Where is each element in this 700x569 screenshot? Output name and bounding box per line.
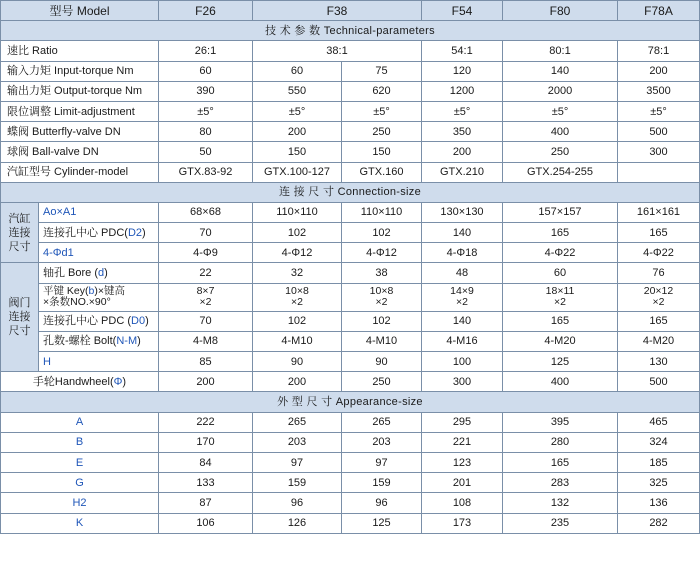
cell: 500: [618, 122, 700, 142]
cell: 250: [503, 142, 618, 162]
row-label: E: [1, 452, 159, 472]
cell: [253, 283, 342, 311]
cell: 70: [159, 311, 253, 331]
cell: 90: [342, 352, 422, 372]
label-code: b: [88, 285, 95, 298]
cell: 80: [159, 122, 253, 142]
row-appearance-e: [1, 452, 700, 472]
row-label: 速比 Ratio: [1, 41, 159, 61]
cell-line: ×2: [554, 296, 566, 309]
cell: 54:1: [422, 41, 503, 61]
cell: 400: [503, 122, 618, 142]
label-text: 连接孔中心 PDC(: [43, 226, 128, 239]
cell: 76: [618, 263, 700, 283]
group-cylinder-connection: [1, 202, 39, 263]
cell: 200: [253, 372, 342, 392]
cell: 22: [159, 263, 253, 283]
cell: 60: [253, 61, 342, 81]
row-bore: [1, 263, 700, 283]
group-char: 连接: [8, 226, 31, 239]
cell: 102: [342, 223, 422, 243]
row-label: [39, 263, 159, 283]
cell: 185: [618, 452, 700, 472]
section-title: 外 型 尺 寸 Appearance-size: [1, 392, 700, 412]
cell-line: ×2: [652, 296, 665, 309]
row-limit-adjustment: [1, 101, 700, 121]
cell: 80:1: [503, 41, 618, 61]
row-label: [1, 372, 159, 392]
group-char: 汽缸: [8, 212, 31, 225]
label-text: ): [122, 375, 127, 388]
section-connection: [1, 182, 700, 202]
row-ao-a1: [1, 202, 700, 222]
cell: 70: [159, 223, 253, 243]
cell: GTX.160: [342, 162, 422, 182]
cell: GTX.83-92: [159, 162, 253, 182]
group-char: 尺寸: [8, 325, 31, 338]
cell: 60: [503, 263, 618, 283]
cell: 87: [159, 493, 253, 513]
cell: 123: [422, 452, 503, 472]
cell: 85: [159, 352, 253, 372]
label-text: 平键 Key(: [43, 285, 89, 298]
cell: 200: [159, 372, 253, 392]
cell: ±5°: [503, 101, 618, 121]
cell-line: 14×9: [450, 285, 474, 298]
cell: 110×110: [253, 202, 342, 222]
row-appearance-b: [1, 432, 700, 452]
cell: 133: [159, 473, 253, 493]
cell: [422, 283, 503, 311]
cell: 2000: [503, 81, 618, 101]
cell: 4-Φ22: [618, 243, 700, 263]
cell: 84: [159, 452, 253, 472]
cell: 165: [618, 311, 700, 331]
model-f78a: F78A: [618, 1, 700, 21]
cell: 395: [503, 412, 618, 432]
label-code: N-M: [116, 335, 138, 348]
cell: 324: [618, 432, 700, 452]
cell: 280: [503, 432, 618, 452]
cell-line: ×2: [291, 296, 303, 309]
cell: [342, 283, 422, 311]
cell-line: 10×8: [369, 285, 394, 298]
cell: 157×157: [503, 202, 618, 222]
label-line: ×条数NO.×90°: [43, 296, 111, 309]
cell: 165: [618, 223, 700, 243]
row-label: 输入力矩 Input-torque Nm: [1, 61, 159, 81]
cell: 300: [422, 372, 503, 392]
cell: 140: [422, 223, 503, 243]
cell: 102: [253, 311, 342, 331]
label-text: ): [142, 226, 146, 239]
cell: ±5°: [253, 101, 342, 121]
cell: 130×130: [422, 202, 503, 222]
cell-line: 10×8: [285, 285, 309, 298]
cell: 90: [253, 352, 342, 372]
cell: 132: [503, 493, 618, 513]
row-appearance-a: [1, 412, 700, 432]
cell: 4-M20: [618, 331, 700, 351]
cell: 265: [253, 412, 342, 432]
cell: GTX.254-255: [503, 162, 618, 182]
row-butterfly-valve: [1, 122, 700, 142]
cell: [503, 283, 618, 311]
section-title: 连 接 尺 寸 Connection-size: [1, 182, 700, 202]
cell: [618, 162, 700, 182]
row-label: [39, 223, 159, 243]
cell: 100: [422, 352, 503, 372]
row-label: G: [1, 473, 159, 493]
cell: 4-Φ12: [342, 243, 422, 263]
cell: 75: [342, 61, 422, 81]
cell: 222: [159, 412, 253, 432]
cell: 165: [503, 311, 618, 331]
row-output-torque: [1, 81, 700, 101]
group-char: 阀门: [8, 297, 31, 310]
cell: 201: [422, 473, 503, 493]
cell: 130: [618, 352, 700, 372]
cell: 235: [503, 513, 618, 533]
label-text: ): [137, 335, 141, 348]
cell: 96: [253, 493, 342, 513]
cell: 60: [159, 61, 253, 81]
cell: 500: [618, 372, 700, 392]
cell: 150: [253, 142, 342, 162]
cell: 26:1: [159, 41, 253, 61]
model-f54: F54: [422, 1, 503, 21]
label-text: ): [104, 267, 108, 280]
cell-line: 18×11: [545, 285, 575, 298]
cell: 159: [253, 473, 342, 493]
cell: 465: [618, 412, 700, 432]
row-label: 蝶阀 Butterfly-valve DN: [1, 122, 159, 142]
section-technical: [1, 21, 700, 41]
cell: 250: [342, 122, 422, 142]
cell: 78:1: [618, 41, 700, 61]
cell: 203: [342, 432, 422, 452]
row-cylinder-model: [1, 162, 700, 182]
row-label: A: [1, 412, 159, 432]
row-h: [1, 352, 700, 372]
cell-line: ×2: [375, 296, 388, 309]
cell: 4-M10: [253, 331, 342, 351]
cell: 4-M20: [503, 331, 618, 351]
row-label: 限位调整 Limit-adjustment: [1, 101, 159, 121]
row-label: [39, 331, 159, 351]
row-label: B: [1, 432, 159, 452]
cell: 165: [503, 452, 618, 472]
cell: 4-M16: [422, 331, 503, 351]
model-f38: F38: [253, 1, 422, 21]
cell-line: 20×12: [643, 285, 674, 298]
row-label: 球阀 Ball-valve DN: [1, 142, 159, 162]
cell: ±5°: [618, 101, 700, 121]
cell: 150: [342, 142, 422, 162]
row-label: H: [39, 352, 159, 372]
row-key: [1, 283, 700, 311]
label-code: Φ: [113, 375, 123, 388]
row-label: [39, 311, 159, 331]
cell: 4-Φ18: [422, 243, 503, 263]
cell: 550: [253, 81, 342, 101]
cell: 140: [422, 311, 503, 331]
label-text: ): [145, 315, 149, 328]
cell: 283: [503, 473, 618, 493]
cell: 125: [503, 352, 618, 372]
model-f26: F26: [159, 1, 253, 21]
cell: 97: [342, 452, 422, 472]
row-label: [39, 283, 159, 311]
header-row: [1, 1, 700, 21]
cell: 68×68: [159, 202, 253, 222]
label-text: 手轮Handwheel(: [32, 375, 114, 388]
row-ball-valve: [1, 142, 700, 162]
cell: 620: [342, 81, 422, 101]
cell: 221: [422, 432, 503, 452]
cell: 97: [253, 452, 342, 472]
cell: 48: [422, 263, 503, 283]
cell: ±5°: [159, 101, 253, 121]
model-f80: F80: [503, 1, 618, 21]
cell: 282: [618, 513, 700, 533]
cell: 350: [422, 122, 503, 142]
label-text: )×键高: [94, 285, 125, 298]
cell: 4-Φ12: [253, 243, 342, 263]
cell-line: ×2: [456, 296, 468, 309]
cell: ±5°: [422, 101, 503, 121]
cell: 325: [618, 473, 700, 493]
cell: 173: [422, 513, 503, 533]
row-pdc-d2: [1, 223, 700, 243]
cell: 161×161: [618, 202, 700, 222]
cell: 165: [503, 223, 618, 243]
cell: 1200: [422, 81, 503, 101]
row-label: K: [1, 513, 159, 533]
cell: 159: [342, 473, 422, 493]
row-input-torque: [1, 61, 700, 81]
cell: 203: [253, 432, 342, 452]
group-char: 连接: [8, 311, 31, 324]
cell: 4-M8: [159, 331, 253, 351]
cell: 4-Φ22: [503, 243, 618, 263]
row-label: H2: [1, 493, 159, 513]
cell: 295: [422, 412, 503, 432]
cell-line: 8×7: [196, 285, 215, 298]
row-handwheel: [1, 372, 700, 392]
row-label: 4-Φd1: [39, 243, 159, 263]
cell: 200: [618, 61, 700, 81]
cell: 250: [342, 372, 422, 392]
cell: 400: [503, 372, 618, 392]
cell: 265: [342, 412, 422, 432]
row-speed-ratio: [1, 41, 700, 61]
cell: 120: [422, 61, 503, 81]
cell: 50: [159, 142, 253, 162]
cell: 126: [253, 513, 342, 533]
cell: 200: [422, 142, 503, 162]
row-label: Ao×A1: [39, 202, 159, 222]
cell: 4-M10: [342, 331, 422, 351]
cell: 38: [342, 263, 422, 283]
label-code: D2: [127, 226, 143, 239]
row-appearance-k: [1, 513, 700, 533]
cell: 106: [159, 513, 253, 533]
group-char: 尺寸: [8, 240, 31, 253]
cell: 136: [618, 493, 700, 513]
cell: GTX.100-127: [253, 162, 342, 182]
cell: 140: [503, 61, 618, 81]
row-appearance-g: [1, 473, 700, 493]
cell: 102: [342, 311, 422, 331]
cell: 300: [618, 142, 700, 162]
row-appearance-h2: [1, 493, 700, 513]
label-code: D0: [131, 315, 146, 328]
cell: 38:1: [253, 41, 422, 61]
cell: 96: [342, 493, 422, 513]
model-label: 型号 Model: [1, 1, 159, 21]
cell: 32: [253, 263, 342, 283]
cell: 170: [159, 432, 253, 452]
row-phi-d1: [1, 243, 700, 263]
cell: 4-Φ9: [159, 243, 253, 263]
section-title: 技 术 参 数 Technical-parameters: [1, 21, 700, 41]
cell: GTX.210: [422, 162, 503, 182]
cell: 390: [159, 81, 253, 101]
cell: ±5°: [342, 101, 422, 121]
row-bolt: [1, 331, 700, 351]
cell: 3500: [618, 81, 700, 101]
section-appearance: [1, 392, 700, 412]
cell: 200: [253, 122, 342, 142]
row-label: 输出力矩 Output-torque Nm: [1, 81, 159, 101]
cell: 110×110: [342, 202, 422, 222]
cell: 125: [342, 513, 422, 533]
group-valve-connection: [1, 263, 39, 372]
cell: [618, 283, 700, 311]
label-code: d: [98, 267, 105, 280]
cell: 102: [253, 223, 342, 243]
label-text: 轴孔 Bore (: [43, 267, 99, 280]
cell-line: ×2: [199, 296, 212, 309]
row-label: 汽缸型号 Cylinder-model: [1, 162, 159, 182]
label-text: 连接孔中心 PDC (: [43, 315, 131, 328]
cell: [159, 283, 253, 311]
cell: 108: [422, 493, 503, 513]
row-pdc-d0: [1, 311, 700, 331]
label-text: 孔数-螺栓 Bolt(: [43, 335, 117, 348]
